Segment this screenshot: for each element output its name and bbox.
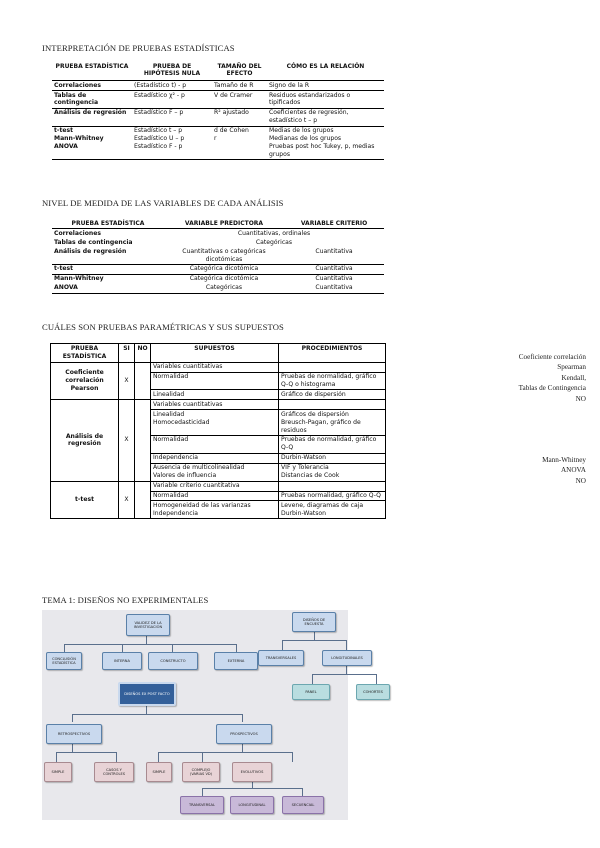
cell: Variables cuantitativas (151, 362, 279, 372)
node-prospectivos: PROSPECTIVOS (216, 724, 272, 744)
col-header: VARIABLE CRITERIO (284, 219, 384, 229)
table-interpretacion (52, 62, 384, 160)
section-title-parametricas: CUÁLES SON PRUEBAS PARAMÉTRICAS Y SUS SUPUESTOS (42, 322, 284, 332)
cell: Durbin-Watson (279, 453, 386, 463)
cell (135, 362, 151, 400)
cell: Coeficiente correlación Pearson (51, 362, 119, 400)
cell: Homogeneidad de las varianzas Independencia (151, 501, 279, 519)
cell: Independencia (151, 453, 279, 463)
node-cohortes: COHORTES (356, 684, 390, 700)
cell: Categórica dicotómica (164, 264, 284, 274)
cell: Estadístico t – p Estadístico U – p Estadístico F - p (132, 126, 212, 160)
cell: Estadístico χ² - p (132, 91, 212, 109)
section-title-interpretacion: INTERPRETACIÓN DE PRUEBAS ESTADÍSTICAS (42, 43, 235, 53)
cell (279, 400, 386, 410)
node-transversales: TRANSVERSALES (258, 650, 304, 666)
cell: ANOVA (52, 284, 164, 293)
cell: Estadístico F – p (132, 108, 212, 126)
table-row (52, 229, 384, 238)
side-note-correlacion: Coeficiente correlación Spearman Kendall, Tablas de Contingencia NO (518, 353, 586, 403)
node-secuencial: SECUENCIAL (282, 796, 324, 814)
col-header: VARIABLE PREDICTORA (164, 219, 284, 229)
node-complejo: COMPLEJO (VARIAS VD) (182, 762, 220, 782)
table-row (52, 91, 384, 109)
node-simple-retro: SIMPLE (44, 762, 72, 782)
col-header: PRUEBA ESTADÍSTICA (52, 62, 132, 81)
cell (279, 362, 386, 372)
cell: Cuantitativas, ordinales (237, 229, 311, 237)
cell: Variables cuantitativas (151, 400, 279, 410)
side-note-mann-whitney: Mann-Whitney ANOVA NO (542, 456, 586, 485)
cell: Mann-Whitney (52, 274, 164, 283)
cell: Pruebas normalidad, gráfico Q-Q (279, 491, 386, 501)
col-header: NO (135, 344, 151, 363)
node-longitudinal: LONGITUDINAL (230, 796, 274, 814)
table-row (52, 126, 384, 160)
cell: t-test (51, 481, 119, 519)
cell: d de Cohen r (212, 126, 267, 160)
col-header: PRUEBA ESTADÍSTICA (51, 344, 119, 363)
cell (135, 481, 151, 519)
node-externa: EXTERNA (214, 652, 258, 670)
table-nivel-medida (52, 219, 384, 294)
table-row (51, 362, 386, 372)
col-header: PROCEDIMIENTOS (279, 344, 386, 363)
table-row (52, 108, 384, 126)
cell (135, 400, 151, 481)
table-row (51, 481, 386, 491)
cell: Categóricas (255, 238, 293, 246)
table-row (52, 247, 384, 264)
diagram-encuesta (252, 610, 390, 710)
node-transversal: TRANSVERSAL (180, 796, 224, 814)
table-row (52, 274, 384, 283)
table-row (52, 238, 384, 247)
col-header: CÓMO ES LA RELACIÓN (267, 62, 384, 81)
cell: Análisis de regresión (54, 247, 127, 255)
cell: Normalidad (151, 491, 279, 501)
cell: Medias de los grupos Medianas de los grupos Pruebas post hoc Tukey, p, medias grupos (267, 126, 384, 160)
node-longitudinales: LONGITUDINALES (322, 650, 372, 666)
table-row (51, 400, 386, 410)
section-title-disenos: TEMA 1: DISEÑOS NO EXPERIMENTALES (42, 595, 209, 605)
cell: Coeficientes de regresión, estadístico t – p (267, 108, 384, 126)
table-row (52, 264, 384, 274)
node-casos-controles: CASOS Y CONTROLES (94, 762, 134, 782)
cell (279, 481, 386, 491)
table-row (52, 284, 384, 293)
col-header: SUPUESTOS (151, 344, 279, 363)
cell: Residuos estandarizados o tipificados (267, 91, 384, 109)
node-conclusion: CONCLUSIÓN ESTADÍSTICA (46, 652, 82, 670)
cell: X (119, 481, 135, 519)
cell: Cuantitativa (284, 284, 384, 293)
cell: Linealidad Homocedasticidad (151, 410, 279, 436)
cell: Correlaciones (54, 229, 101, 237)
table-row (52, 81, 384, 91)
cell: Correlaciones (54, 81, 101, 89)
node-interna: INTERNA (102, 652, 142, 670)
cell: Signo de la R (269, 81, 310, 89)
node-constructo: CONSTRUCTO (148, 652, 198, 670)
cell: V de Cramer (212, 91, 267, 109)
node-retrospectivos: RETROSPECTIVOS (46, 724, 102, 744)
cell: Tamaño de R (214, 81, 254, 89)
cell: Gráficos de dispersión Breusch-Pagan, gráfico de residuos (279, 410, 386, 436)
cell: t-test Mann-Whitney ANOVA (52, 126, 132, 160)
cell: Análisis de regresión (51, 400, 119, 481)
node-validez: VALIDEZ DE LA INVESTIGACIÓN (126, 614, 170, 636)
cell: (Estadístico t) - p (134, 81, 187, 89)
node-panel: PANEL (292, 684, 330, 700)
cell: VIF y Tolerancia Distancias de Cook (279, 463, 386, 481)
node-disenos-encuesta: DISEÑOS DE ENCUESTA (292, 612, 336, 632)
cell: Cuantitativa (284, 274, 384, 283)
cell: Linealidad (151, 390, 279, 400)
cell: Pruebas de normalidad, gráfico Q-Q (279, 435, 386, 453)
cell: Categórica dicotómica (164, 274, 284, 283)
node-simple-prosp: SIMPLE (146, 762, 172, 782)
cell: X (119, 362, 135, 400)
cell: Tablas de contingencia (54, 238, 133, 246)
cell: Tablas de contingencia (52, 91, 132, 109)
node-disenos-ex-post-facto: DISEÑOS EX POST FACTO (118, 682, 176, 706)
col-header: PRUEBA DE HIPÓTESIS NULA (132, 62, 212, 81)
cell: Cuantitativa (284, 264, 384, 274)
cell: Pruebas de normalidad, gráfico Q-Q o histograma (279, 372, 386, 390)
cell: Normalidad (151, 435, 279, 453)
cell: Cuantitativas o categóricas dicotómicas (182, 247, 266, 263)
cell: Normalidad (151, 372, 279, 390)
cell: Categóricas (164, 284, 284, 293)
cell: Análisis de regresión (52, 108, 132, 126)
cell: Levene, diagramas de caja Durbin-Watson (279, 501, 386, 519)
node-evolutivos: EVOLUTIVOS (232, 762, 272, 782)
cell: R² ajustado (212, 108, 267, 126)
cell: Variable criterio cuantitativa (151, 481, 279, 491)
col-header: PRUEBA ESTADÍSTICA (52, 219, 164, 229)
cell: Cuantitativa (315, 247, 353, 255)
cell: X (119, 400, 135, 481)
table-supuestos (50, 343, 386, 519)
cell: Ausencia de multicolinealidad Valores de influencia (151, 463, 279, 481)
col-header: TAMAÑO DEL EFECTO (212, 62, 267, 81)
col-header: SI (119, 344, 135, 363)
section-title-nivel-medida: NIVEL DE MEDIDA DE LAS VARIABLES DE CADA ANÁLISIS (42, 198, 284, 208)
cell: Gráfico de dispersión (279, 390, 386, 400)
cell: t-test (52, 264, 164, 274)
